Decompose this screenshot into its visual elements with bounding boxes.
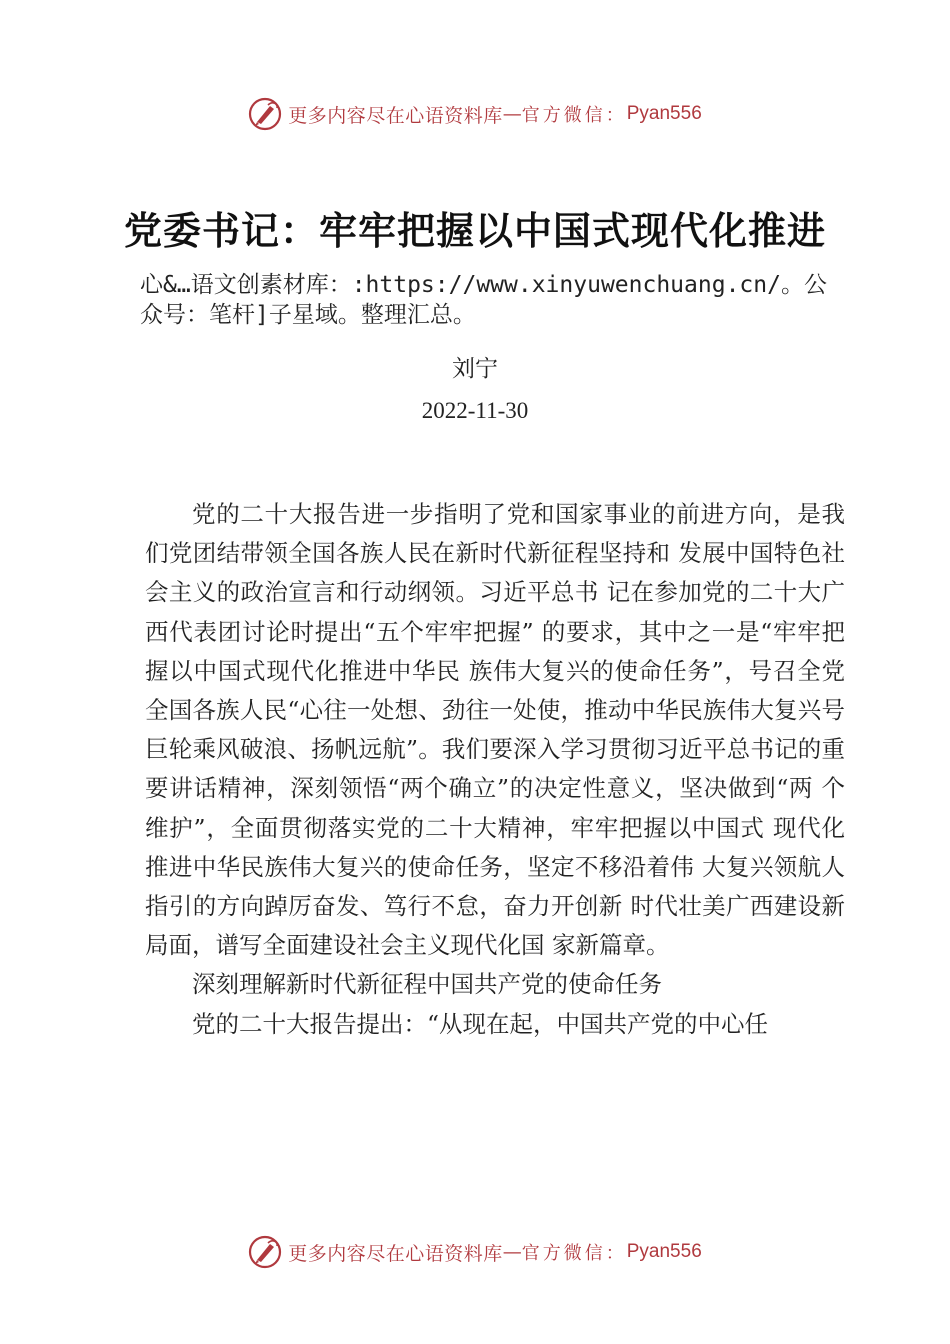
- banner-brand-text: 更多内容尽在心语资料库: [288, 104, 503, 127]
- banner-dash: —: [502, 1241, 522, 1263]
- banner-wechat-label: 官方微信：: [521, 105, 627, 126]
- document-body: [145, 495, 845, 1044]
- body-paragraph: 党的二十大报告提出：“从现在起，中国共产党的中心任: [192, 1009, 769, 1038]
- source-line: 心&…语文创素材库：:https://www.xinyuwenchuang.cn/。公众号：笔杆]子星域。整理汇总。: [140, 272, 827, 328]
- pen-nib-logo-icon: [248, 97, 282, 131]
- author-name: 刘宁: [452, 356, 498, 382]
- pen-nib-logo-icon: [248, 1235, 282, 1269]
- banner-wechat-id: Pyan556: [626, 1241, 702, 1262]
- section-heading: 深刻理解新时代新征程中国共产党的使命任务: [192, 970, 662, 999]
- banner-dash: —: [502, 103, 522, 125]
- body-paragraph: 党的二十大报告进一步指明了党和国家事业的前进方向，是我们党团结带领全国各族人民在新时代新征程坚持和 发展中国特色社会主义的政治宣言和行动纲领。习近平总书 记在参加党的二十大广西代表团讨论时提出“五个牢牢把握” 的要求，其中之一是“牢牢把握以中国式现代化推进中华民 族伟大复兴的使命任务”，号召全党全国各族人民“心往一处想、劲往一处使，推动中华民族伟大复兴号巨轮乘风破浪、扬帆远航”。我们要深入学习贯彻习近平总书记的重要讲话精神，深刻领悟“两个确立”的决定性意义，坚决做到“两 个维护”，全面贯彻落实党的二十大精神，牢牢把握以中国式 现代化推进中华民族伟大复兴的使命任务，坚定不移沿着伟 大复兴领航人指引的方向踔厉奋发、笃行不怠，奋力开创新 时代壮美广西建设新局面，谱写全面建设社会主义现代化国 家新篇章。: [145, 500, 845, 960]
- banner-wechat-id: Pyan556: [626, 103, 702, 124]
- banner-brand-text: 更多内容尽在心语资料库: [288, 1242, 503, 1265]
- document-title: 党委书记：牢牢把握以中国式现代化推进: [123, 209, 826, 253]
- banner-wechat-label: 官方微信：: [521, 1243, 627, 1264]
- publish-date: 2022-11-30: [421, 398, 529, 423]
- header-banner: [0, 94, 950, 134]
- footer-banner: [0, 1232, 950, 1272]
